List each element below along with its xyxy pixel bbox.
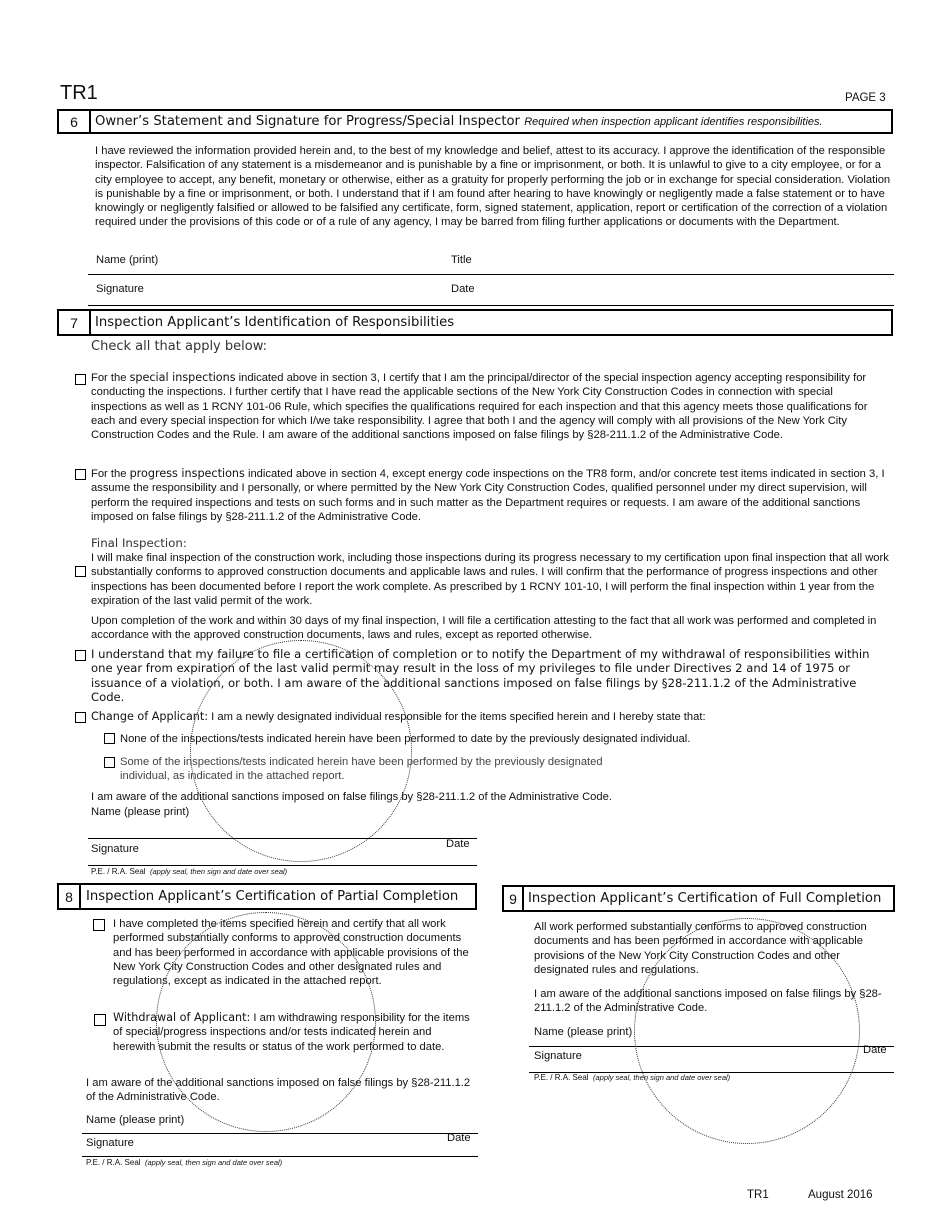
section-number: 8	[59, 885, 81, 908]
partial-completion-checkbox[interactable]	[93, 919, 105, 931]
section-title: Inspection Applicant’s Certification of Full Completion	[528, 891, 882, 906]
progress-inspections-checkbox[interactable]	[75, 469, 86, 480]
change-of-applicant-checkbox[interactable]	[75, 712, 86, 723]
some-performed-checkbox[interactable]	[104, 757, 115, 768]
date-label: Date	[447, 1132, 471, 1144]
signature-label: Signature	[91, 843, 139, 855]
date-label: Date	[863, 1044, 887, 1056]
final-inspection-text: I will make final inspection of the construction work, including those inspections during its progress necessary to my certification upon final inspection that all work substantially conforms to approved construction documents and applicable laws and rules. I will confirm that the performance of progress inspections and other inspections has been documented before I report the work complete. As prescribed by 1 RCNY 101-10, I will perform the final inspection within 1 year from the expiration of the last valid permit of the work.	[91, 552, 889, 607]
none-performed-checkbox[interactable]	[104, 733, 115, 744]
name-print-label: Name (please print)	[91, 806, 190, 818]
section-6-header	[57, 109, 893, 134]
check-all-instruction: Check all that apply below:	[91, 339, 268, 354]
footer-date: August 2016	[808, 1189, 873, 1201]
special-inspections-checkbox[interactable]	[75, 374, 86, 385]
signature-label: Signature	[86, 1137, 134, 1149]
seal-instruction: P.E. / R.A. Seal (apply seal, then sign and date over seal)	[86, 1158, 283, 1167]
seal-instruction: P.E. / R.A. Seal (apply seal, then sign and date over seal)	[91, 867, 288, 876]
section-title: Inspection Applicant’s Identification of Responsibilities	[95, 315, 455, 330]
failure-to-file-text: I understand that my failure to file a certification of completion or to notify the Department of my withdrawal of responsibilities within one year from expiration of the last valid permit may result in the loss of my privileges to file under Directives 2 and 14 of 1975 or issuance of a violation, or both. I am aware of the additional sanctions imposed on false filings by §28-211.1.2 of the Administrative Code.	[91, 647, 870, 704]
partial-completion-text: I have completed the items specified herein and certify that all work performed substantially conforms to approved construction documents and has been performed in accordance with applicable provisions of the New York City Construction Codes and other designated rules and regulations, except as indicated in the attached report.	[113, 918, 469, 988]
seal-circle[interactable]	[634, 918, 860, 1144]
seal-circle[interactable]	[190, 640, 412, 862]
date-label: Date	[451, 283, 475, 295]
name-print-label: Name (please print)	[86, 1114, 185, 1126]
final-inspection-checkbox[interactable]	[75, 566, 86, 577]
special-inspections-text: For the special inspections indicated above in section 3, I certify that I am the principal/director of the special inspection agency accepting responsibility for conducting the inspections. I further certify that I have read the applicable sections of the New York City Construction Codes in connection with special inspections as well as 1 RCNY 101-06 Rule, which specifies the qualifications required for each inspection and that this agency meets those qualifications for each and every special inspection for which I/we take responsibility. I agree that both I and the agency will comply with all provisions of the New York City Construction Codes and the Rule. I am aware of the additional sanctions imposed on false filings by §28-211.1.2 of the Administrative Code.	[91, 371, 868, 442]
none-performed-text: None of the inspections/tests indicated herein have been performed to date by the previously designated individual.	[120, 733, 691, 745]
signature-label: Signature	[534, 1050, 582, 1062]
form-id: TR1	[60, 82, 98, 104]
signature-date-line[interactable]	[88, 305, 894, 306]
section-number: 7	[59, 311, 91, 334]
date-label: Date	[446, 838, 470, 850]
withdrawal-checkbox[interactable]	[94, 1014, 106, 1026]
section-7-header	[57, 309, 893, 336]
section-note: Required when inspection applicant identifies responsibilities.	[524, 116, 823, 128]
section-title: Owner’s Statement and Signature for Progress/Special Inspector Required when inspection applicant identifies responsibilities.	[95, 114, 823, 129]
sanctions-text: I am aware of the additional sanctions imposed on false filings by §28-211.1.2 of the Administrative Code.	[534, 988, 882, 1015]
section-9-header	[502, 885, 895, 912]
name-line[interactable]	[82, 1133, 478, 1134]
progress-inspections-text: For the progress inspections indicated above in section 4, except energy code inspections on the TR8 form, and/or concrete test items indicated in section 3, I assume the responsibility and I personally, or where permitted by the New York City Construction Codes, qualified personnel under my direct supervision, will perform the required inspections and tests on such forms and in such matter as the Department requires or requests. I am aware of the additional sanctions imposed on false filings by §28-211.1.2 of the Administrative Code.	[91, 467, 885, 523]
seal-instruction: P.E. / R.A. Seal (apply seal, then sign and date over seal)	[534, 1073, 731, 1082]
name-title-line[interactable]	[88, 274, 894, 275]
change-of-applicant-text: Change of Applicant: I am a newly designated individual responsible for the items specified herein and I hereby state that:	[91, 710, 706, 723]
section-8-header	[57, 883, 477, 910]
withdrawal-text: Withdrawal of Applicant: I am withdrawing responsibility for the items of special/progress inspections and/or tests indicated herein and herewith submit the results or status of the work performed to date.	[113, 1011, 470, 1053]
some-performed-text: Some of the inspections/tests indicated herein have been performed by the previously designated individual, as indicated in the attached report.	[120, 756, 603, 783]
owner-statement-text: I have reviewed the information provided herein and, to the best of my knowledge and belief, attest to its accuracy. I approve the identification of the responsible inspector. Falsification of any statement is a misdemeanor and is punishable by a fine or imprisonment, or both. It is unlawful to give to a city employee, or for a city employee to accept, any benefit, monetary or otherwise, either as a gratuity for properly performing the job or in exchange for special consideration. Violation is punishable by a fine or imprisonment, or both. I understand that if I am found after hearing to have knowingly or negligently made a false statement or to have knowingly or negligently falsified or allowed to be falsified any certificate, form, signed statement, application, report or certification of the correction of a violation required under the provisions of this code or of a rule of any agency, I may be barred from filing further applications or documents with the Department.	[95, 145, 891, 229]
sanctions-text: I am aware of the additional sanctions imposed on false filings by §28-211.1.2 of the Administrative Code.	[86, 1077, 471, 1104]
signature-line[interactable]	[82, 1156, 478, 1157]
name-print-label: Name (print)	[96, 254, 159, 266]
failure-to-file-checkbox[interactable]	[75, 650, 86, 661]
signature-label: Signature	[96, 283, 144, 295]
page-number: PAGE 3	[845, 92, 886, 104]
seal-circle[interactable]	[156, 912, 376, 1132]
final-inspection-heading: Final Inspection:	[91, 536, 187, 550]
section-title: Inspection Applicant’s Certification of Partial Completion	[86, 889, 459, 904]
upon-completion-text: Upon completion of the work and within 30 days of my final inspection, I will file a certification attesting to the fact that all work was performed and completed in accordance with the approved construction documents, laws and rules, except as reported otherwise.	[91, 615, 877, 642]
full-completion-text: All work performed substantially conforms to approved construction documents and has been performed in accordance with applicable provisions of the New York City Construction Codes and other designated rules and regulations.	[534, 921, 867, 976]
section-number: 9	[504, 887, 524, 910]
title-label: Title	[451, 254, 472, 266]
sanctions-text: I am aware of the additional sanctions imposed on false filings by §28-211.1.2 of the Administrative Code.	[91, 791, 612, 803]
section-number: 6	[59, 111, 91, 132]
name-print-label: Name (please print)	[534, 1026, 633, 1038]
footer-form-id: TR1	[747, 1189, 769, 1201]
signature-line[interactable]	[88, 865, 477, 866]
